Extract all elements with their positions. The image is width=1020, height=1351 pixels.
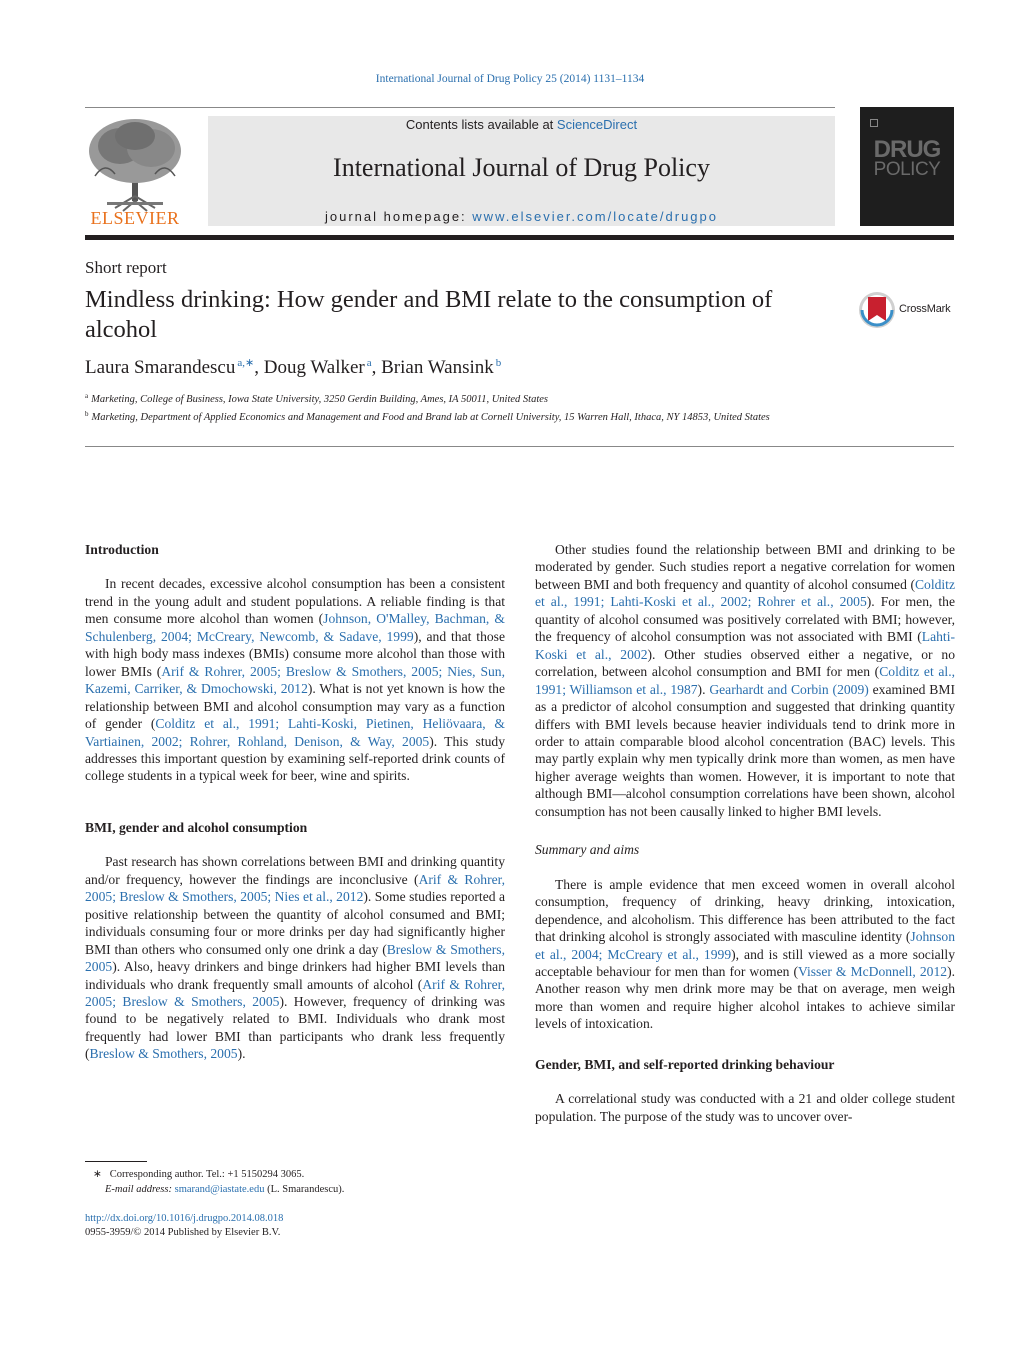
affiliation-text: Marketing, College of Business, Iowa State University, 3250 Gerdin Building, Ames, IA 50011, United States: [91, 394, 549, 405]
citation-link[interactable]: Colditz et al., 1991; Lahti-Koski, Pietinen, Heliövaara, & Vartiainen, 2002; Rohrer, Rohland, Denison, & Way, 2005: [85, 716, 505, 749]
corresponding-text: Corresponding author. Tel.: +1 5150294 3065.: [109, 1169, 305, 1180]
author-list: Laura Smarandescu $^{a,∗}$, Doug Walker $^a$, Brian Wansink $^b$: [85, 357, 502, 378]
doi-link[interactable]: http://dx.doi.org/10.1016/j.drugpo.2014.08.018: [85, 1213, 284, 1224]
body-text: In recent decades, excessive alcohol consumption has been a consistent trend in the young adult and student populations. A reliable finding is that men consume more alcohol than women (: [85, 576, 505, 627]
citation-link[interactable]: Breslow & Smothers, 2005: [85, 941, 505, 975]
body-text: ). For men, the quantity of alcohol consumed was positively correlated with BMI; however, the frequency of alcohol consumption was not associated with BMI (: [535, 594, 955, 645]
citation-link[interactable]: Colditz et al., 1991; Williamson et al., 1987: [535, 664, 955, 697]
body-text: examined BMI as a predictor of alcohol consumption and suggested that drinking quantity differs with BMI levels because heavier individuals tend to drink more in order to attain comparable blood alcohol concentration (BAC) levels. This may partly explain why men typically drink more than women, as men have higher average weights than women. However, it is important to note that although BMI—alcohol consumption correlations have been shown, alcohol consumption has not been causally linked to higher BMI levels.: [535, 681, 955, 819]
body-text: There is ample evidence that men exceed women in overall alcohol consumption, frequency of drinking, heavy drinking, intoxication, dependence, and alcoholism. This difference has been attributed to the fact that drinking alcohol is strongly associated with masculine identity (: [535, 876, 955, 945]
citation-link[interactable]: Lahti-Koski et al., 2002: [535, 629, 955, 662]
footnote: [85, 1167, 505, 1197]
elsevier-wordmark: ELSEVIER: [90, 208, 180, 228]
journal-citation[interactable]: International Journal of Drug Policy 25 (2014) 1131–1134: [375, 73, 645, 85]
author-affiliation-mark[interactable]: b: [495, 357, 502, 369]
contents-line: [208, 117, 835, 132]
author-affiliation-mark[interactable]: a,∗: [237, 357, 255, 369]
body-text: ). Some studies reported a positive relationship between the quantity of alcohol consumed and BMI; individuals consuming four or more drinks per day had significantly higher BMI than others who consumed only one drink a day (: [85, 889, 505, 957]
affiliation-rule: [85, 446, 954, 447]
citation-link[interactable]: Visser & McDonnell, 2012: [797, 963, 948, 979]
body-text: ), and is still viewed as a more socially acceptable behaviour for men than for women (: [535, 946, 956, 979]
article-title: Mindless drinking: How gender and BMI relate to the consumption of alcohol: [85, 286, 773, 343]
author-name: Doug Walker: [263, 357, 365, 378]
citation-link[interactable]: Arif & Rohrer, 2005; Breslow & Smothers, 2005; Nies, Sun, Kazemi, Carriker, & Dmochowski, 2012: [85, 663, 506, 697]
cover-title-line1: DRUG: [873, 136, 941, 163]
citation-link[interactable]: Johnson et al., 2004; McCreary et al., 1999: [535, 929, 955, 962]
author-name: Laura Smarandescu: [85, 357, 236, 378]
affiliation-key: b: [85, 410, 89, 419]
footnote-star: ∗: [93, 1169, 102, 1180]
affiliations: [85, 389, 805, 426]
citation-link[interactable]: Johnson, O'Malley, Bachman, & Schulenberg, 2004; McCreary, Newcomb, & Sadave, 1999: [85, 611, 505, 644]
sciencedirect-link[interactable]: ScienceDirect: [556, 117, 638, 132]
email-link[interactable]: smarand@iastate.edu: [174, 1184, 265, 1195]
body-text: Other studies found the relationship between BMI and drinking to be moderated by gender. Such studies report a negative correlation for women between BMI and both frequency and quantity of alcohol consumed (: [535, 542, 955, 592]
author-affiliation-mark[interactable]: a: [366, 357, 372, 369]
body-text: ).: [237, 1046, 246, 1062]
body-text: ).: [697, 681, 710, 697]
body-text: ). This study addresses this important question by examining self-reported drink counts of college students in a typical week for beer, wine and spirits.: [85, 733, 506, 784]
section-heading-gender-bmi: Gender, BMI, and self-reported drinking behaviour: [535, 1056, 835, 1072]
summary-paragraph: [535, 876, 955, 1033]
email-label: E-mail address:: [105, 1184, 175, 1195]
bmi-paragraph: [85, 853, 505, 1062]
affiliation-item: [85, 389, 805, 407]
homepage-link[interactable]: www.elsevier.com/locate/drugpo: [472, 209, 718, 224]
citation-link[interactable]: Breslow & Smothers, 2005: [89, 1046, 238, 1062]
author-name: Brian Wansink: [381, 357, 494, 378]
citation-link[interactable]: Colditz et al., 1991; Lahti-Koski et al., 2002; Rohrer et al., 2005: [535, 576, 955, 610]
cover-title-line2: POLICY: [873, 159, 941, 180]
copyright-line: 0955-3959/© 2014 Published by Elsevier B.V.: [85, 1227, 281, 1238]
affiliation-key: a: [85, 392, 89, 400]
body-text: ). However, frequency of drinking was found to be negatively related to BMI. Individuals who drank most frequently had lower BMI than participants who drank less frequently (: [85, 993, 505, 1062]
affiliation-item: [85, 407, 805, 425]
gender-moderation-paragraph: [535, 541, 955, 820]
body-text: ). Another reason why men drink more may be that on average, men weigh more than women and require higher alcohol intakes to achieve similar levels of intoxication.: [535, 963, 955, 1032]
intro-paragraph: [85, 575, 505, 784]
citation-link[interactable]: Arif & Rohrer, 2005; Breslow & Smothers, 2005; Nies et al., 2012: [85, 871, 506, 905]
contents-prefix: Contents lists available at: [405, 117, 557, 132]
body-text: ), and that those with high body mass indexes (BMIs) consume more alcohol than those with lower BMIs (: [85, 628, 505, 679]
doi-block: [85, 1212, 283, 1240]
cover-decoration: [870, 119, 944, 127]
email-suffix: (L. Smarandescu).: [264, 1184, 345, 1195]
citation-link[interactable]: Gearhardt and Corbin (2009): [709, 681, 869, 697]
header-thick-rule: [85, 235, 954, 240]
corresponding-author-note: [85, 1167, 505, 1182]
body-text: ). Other studies observed either a negative, or no correlation, between alcohol consumption and BMI for men (: [535, 646, 955, 680]
section-heading-bmi: BMI, gender and alcohol consumption: [85, 819, 308, 835]
body-text: A correlational study was conducted with a 21 and older college student population. The purpose of the study was to uncover over-: [535, 1091, 955, 1124]
email-note: [85, 1182, 505, 1197]
body-text: ). Also, heavy drinkers and binge drinkers had higher BMI levels than individuals who drank frequently small amounts of alcohol (: [85, 959, 505, 992]
body-text: ). What is not yet known is how the relationship between BMI and alcohol consumption may vary as a function of gender (: [85, 681, 505, 732]
section-heading-summary: Summary and aims: [535, 842, 640, 858]
journal-name: International Journal of Drug Policy: [333, 153, 710, 182]
article-type: Short report: [85, 258, 167, 277]
homepage-line: [208, 209, 835, 224]
section-heading-introduction: Introduction: [85, 542, 159, 557]
citation-link[interactable]: Arif & Rohrer, 2005; Breslow & Smothers, 2005: [85, 976, 505, 1009]
crossmark-label[interactable]: CrossMark: [899, 303, 951, 315]
journal-cover-thumbnail[interactable]: [860, 107, 954, 226]
affiliation-text: Marketing, Department of Applied Economics and Management and Food and Brand lab at Cornell University, 15 Warren Hall, Ithaca, NY 14853, United States: [91, 412, 770, 424]
left-column: [85, 541, 505, 1063]
study-paragraph: [535, 1090, 955, 1125]
right-column: [535, 541, 955, 1125]
top-rule: [85, 107, 835, 108]
footnote-rule: [85, 1161, 147, 1162]
homepage-prefix: journal homepage:: [324, 209, 473, 224]
body-text: Past research has shown correlations between BMI and drinking quantity and/or frequency, however the findings are inconclusive (: [85, 854, 505, 887]
